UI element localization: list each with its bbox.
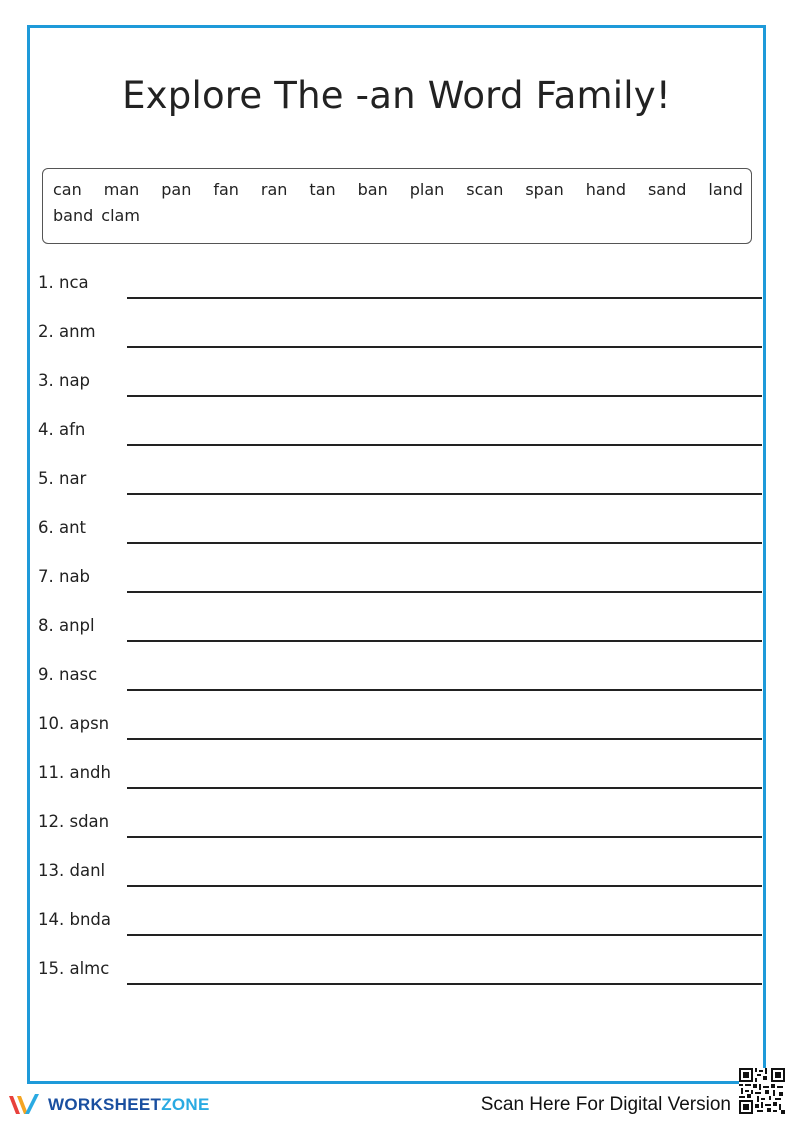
answer-line[interactable] — [127, 934, 762, 936]
answer-line[interactable] — [127, 885, 762, 887]
word-bank-word: tan — [309, 180, 336, 199]
word-bank-word: sand — [647, 180, 687, 199]
question-row — [38, 420, 762, 450]
answer-line[interactable] — [127, 738, 762, 740]
answer-line[interactable] — [127, 689, 762, 691]
question-label: 11. andh — [38, 763, 111, 782]
word-bank-word: clam — [101, 206, 140, 225]
question-label: 14. bnda — [38, 910, 112, 929]
question-label: 10. apsn — [38, 714, 110, 733]
question-row — [38, 322, 762, 352]
word-bank-word: band — [53, 206, 94, 225]
word-bank-word: fan — [213, 180, 239, 199]
question-label: 5. nar — [38, 469, 87, 488]
question-row — [38, 371, 762, 401]
question-label: 1. nca — [38, 273, 89, 292]
question-label: 7. nab — [38, 567, 91, 586]
word-bank — [42, 168, 752, 244]
question-row — [38, 861, 762, 891]
question-label: 2. anm — [38, 322, 96, 341]
word-bank-row-2 — [53, 203, 743, 229]
worksheet-zone-logo[interactable] — [8, 1090, 210, 1120]
logo-word-zone: ZONE — [161, 1095, 210, 1114]
word-bank-row-1 — [53, 177, 743, 203]
answer-line[interactable] — [127, 297, 762, 299]
logo-text — [48, 1095, 210, 1115]
question-row — [38, 616, 762, 646]
question-label: 15. almc — [38, 959, 110, 978]
qr-code-icon[interactable] — [739, 1068, 785, 1114]
word-bank-word: man — [103, 180, 140, 199]
question-label: 8. anpl — [38, 616, 95, 635]
question-row — [38, 714, 762, 744]
answer-line[interactable] — [127, 395, 762, 397]
word-bank-word: ban — [357, 180, 388, 199]
question-row — [38, 812, 762, 842]
word-bank-word: plan — [409, 180, 445, 199]
question-label: 9. nasc — [38, 665, 98, 684]
logo-word-worksheet: WORKSHEET — [48, 1095, 162, 1114]
question-label: 3. nap — [38, 371, 91, 390]
question-row — [38, 469, 762, 499]
question-label: 12. sdan — [38, 812, 110, 831]
question-row — [38, 959, 762, 989]
word-bank-word: hand — [585, 180, 626, 199]
word-bank-word: pan — [161, 180, 192, 199]
scan-instruction: Scan Here For Digital Version — [480, 1094, 731, 1115]
question-row — [38, 518, 762, 548]
answer-line[interactable] — [127, 983, 762, 985]
answer-line[interactable] — [127, 836, 762, 838]
answer-line[interactable] — [127, 591, 762, 593]
word-bank-word: ran — [260, 180, 288, 199]
answer-line[interactable] — [127, 542, 762, 544]
page-title: Explore The -an Word Family! — [122, 74, 671, 117]
word-bank-word: scan — [466, 180, 504, 199]
question-row — [38, 567, 762, 597]
answer-line[interactable] — [127, 444, 762, 446]
question-label: 4. afn — [38, 420, 86, 439]
question-row — [38, 665, 762, 695]
word-bank-word: can — [53, 180, 82, 199]
question-label: 13. danl — [38, 861, 106, 880]
word-bank-word: span — [525, 180, 564, 199]
w-logo-icon — [8, 1092, 42, 1118]
question-row — [38, 763, 762, 793]
answer-line[interactable] — [127, 640, 762, 642]
answer-line[interactable] — [127, 346, 762, 348]
question-label: 6. ant — [38, 518, 87, 537]
answer-line[interactable] — [127, 787, 762, 789]
word-bank-word: land — [708, 180, 743, 199]
answer-line[interactable] — [127, 493, 762, 495]
question-row — [38, 273, 762, 303]
question-row — [38, 910, 762, 940]
